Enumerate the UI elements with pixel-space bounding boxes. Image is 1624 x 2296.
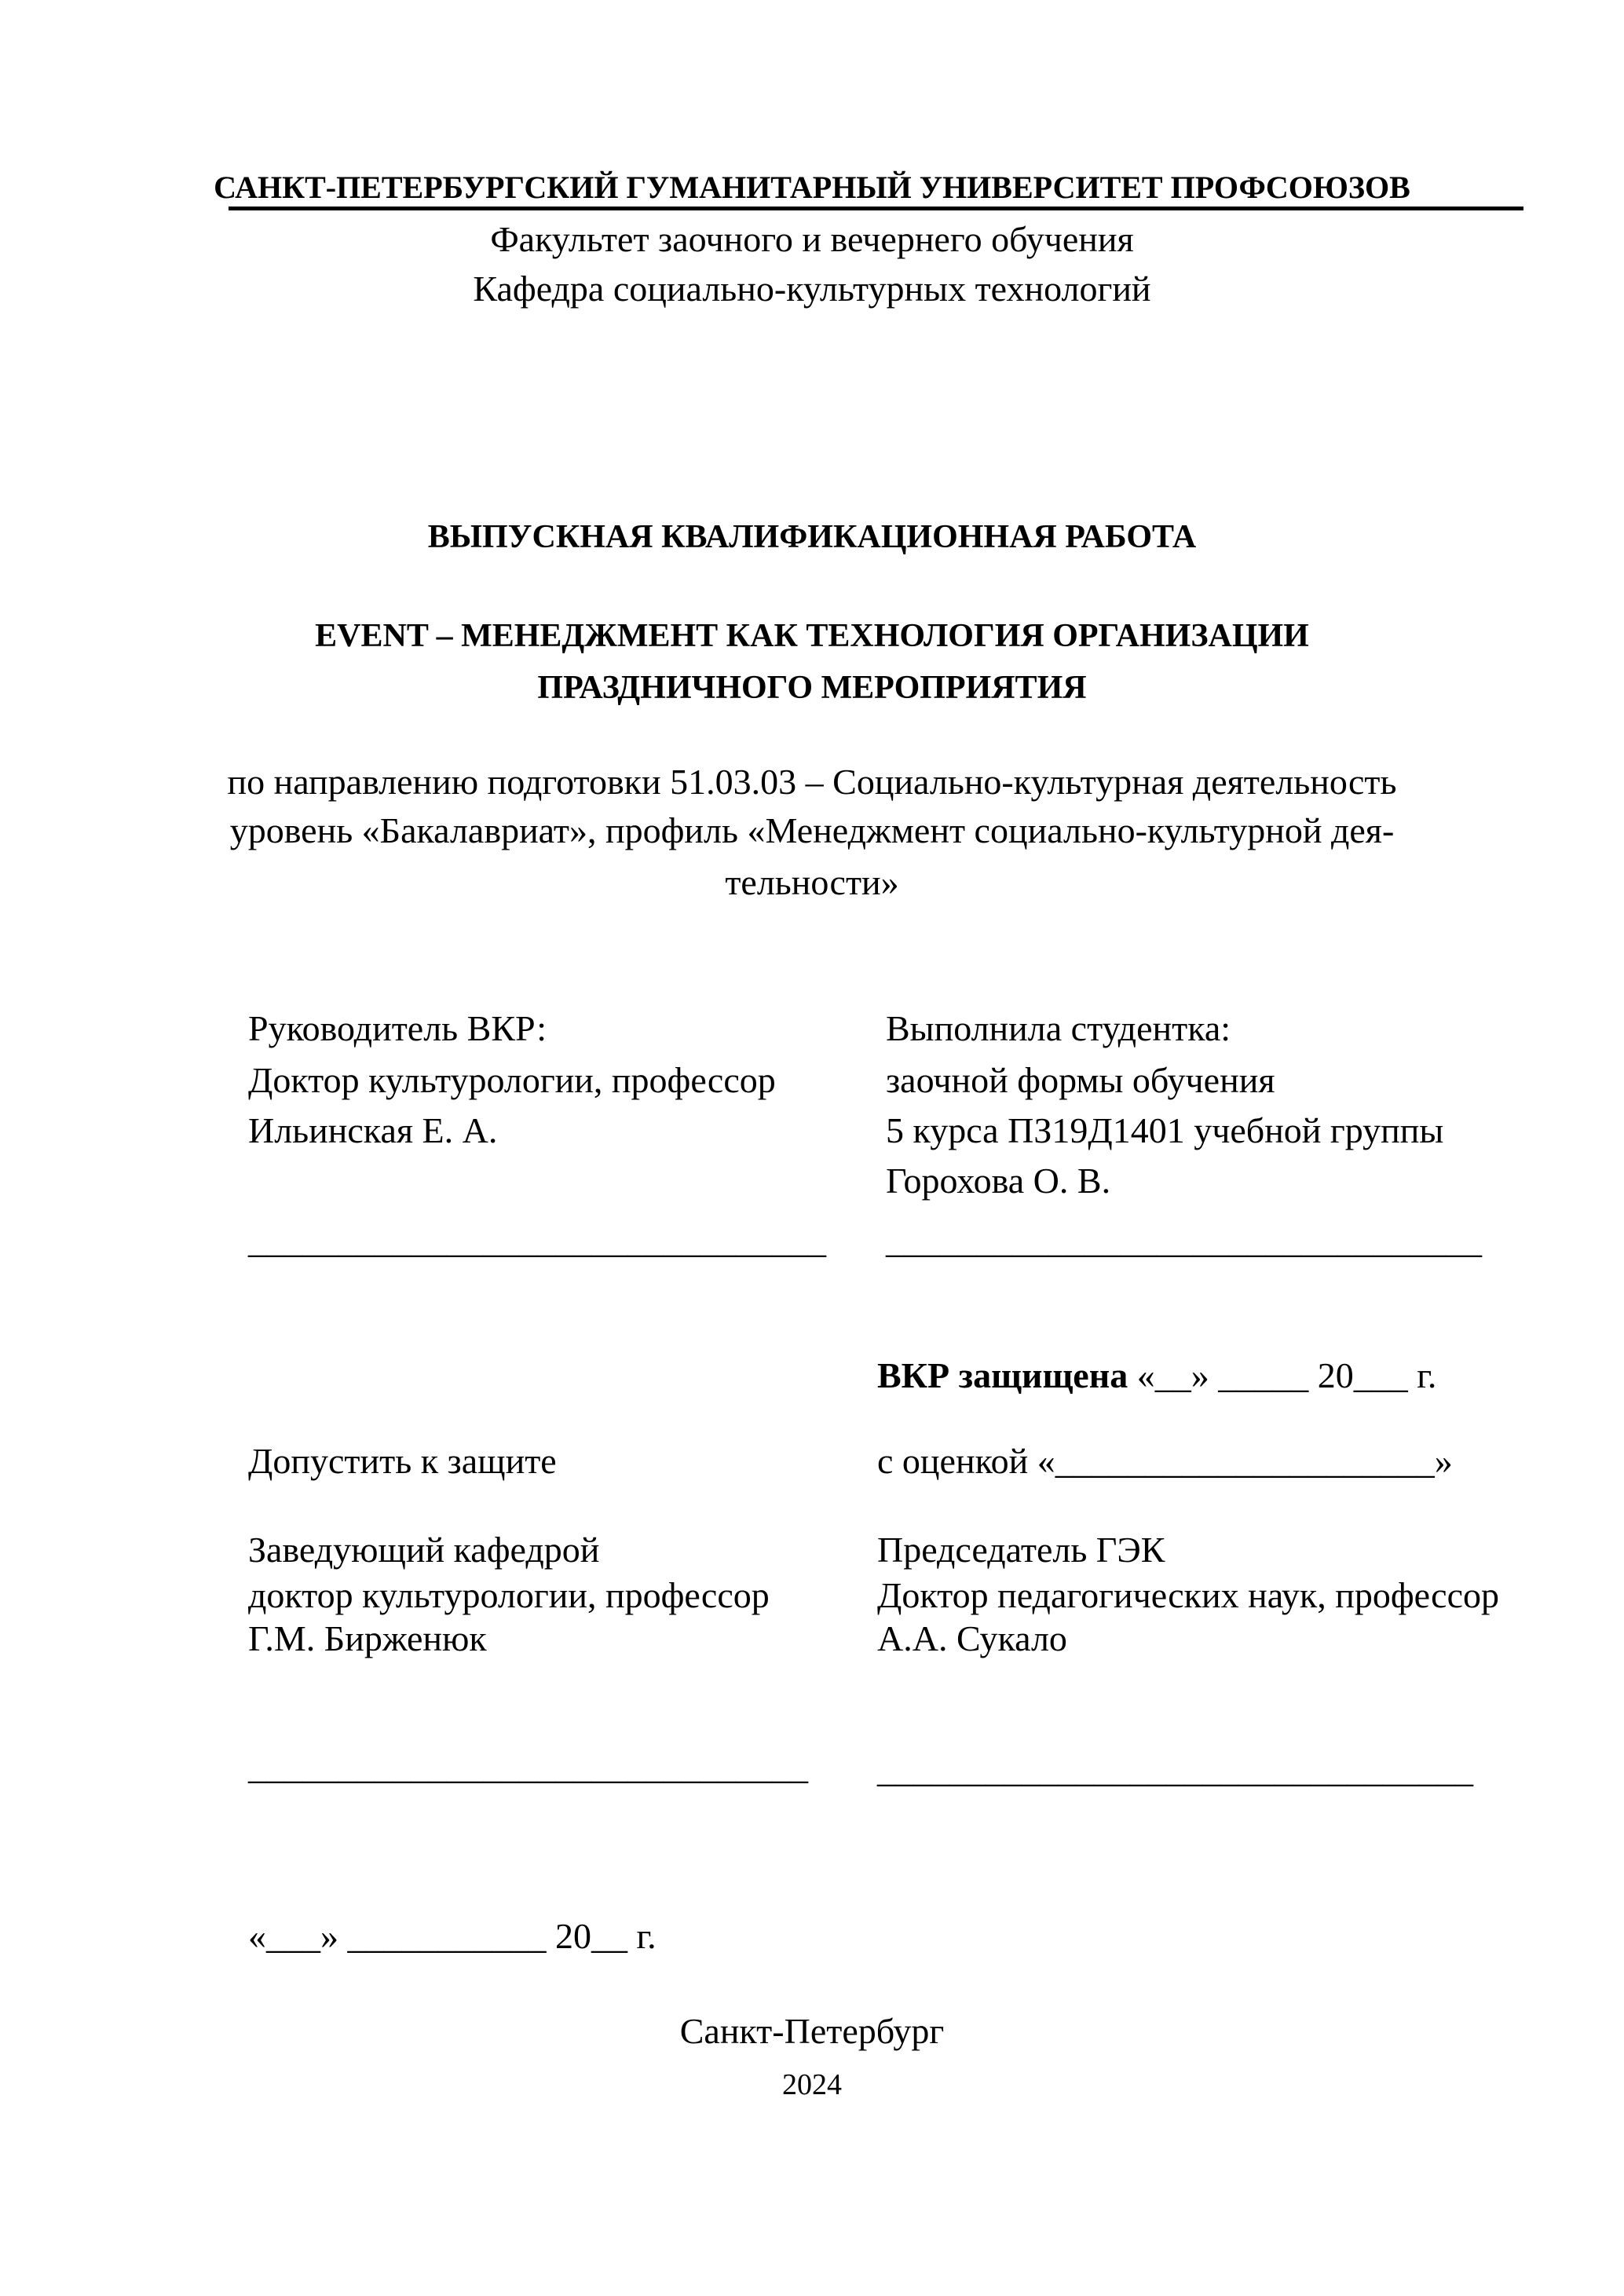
student-form: заочной формы обучения [886, 1060, 1275, 1100]
supervisor-signature-line: ________________________________ [248, 1220, 826, 1260]
student-group: 5 курса ПЗ19Д1401 учебной группы [886, 1110, 1444, 1150]
defense-grade: с оценкой «_____________________» [877, 1441, 1453, 1481]
head-name: Г.М. Бирженюк [248, 1618, 487, 1658]
supervisor-label: Руководитель ВКР: [248, 1008, 547, 1048]
defense-date: «__» _____ 20___ г. [1128, 1355, 1437, 1395]
supervisor-degree: Доктор культурологии, профессор [248, 1060, 776, 1100]
admission-date: «___» ___________ 20__ г. [248, 1916, 657, 1956]
commission-signature-line: _________________________________ [877, 1749, 1473, 1790]
student-signature-line: _________________________________ [886, 1220, 1482, 1260]
defense-line [877, 1354, 1436, 1398]
topic-title-line2: ПРАЗДНИЧНОГО МЕРОПРИЯТИЯ [537, 670, 1087, 706]
student-label: Выполнила студентка: [886, 1008, 1231, 1048]
direction-line3: тельности» [725, 862, 899, 902]
direction-line1: по направлению подготовки 51.03.03 – Социально-культурная деятельность [227, 762, 1397, 802]
work-type-title: ВЫПУСКНАЯ КВАЛИФИКАЦИОННАЯ РАБОТА [427, 519, 1197, 555]
header-divider [229, 207, 1523, 210]
commission-degree: Доктор педагогических наук, профессор [877, 1575, 1500, 1615]
head-signature-line: _______________________________ [248, 1746, 808, 1786]
head-title: Заведующий кафедрой [248, 1530, 600, 1570]
direction-line2: уровень «Бакалавриат», профиль «Менеджмент социально-культурной дея- [229, 810, 1395, 850]
topic-title-line1: EVENT – МЕНЕДЖМЕНТ КАК ТЕХНОЛОГИЯ ОРГАНИЗАЦИИ [315, 618, 1309, 654]
university-name: САНКТ-ПЕТЕРБУРГСКИЙ ГУМАНИТАРНЫЙ УНИВЕРСИТЕТ ПРОФСОЮЗОВ [214, 170, 1410, 205]
defense-label: ВКР защищена [877, 1355, 1128, 1395]
student-name: Горохова О. В. [886, 1161, 1111, 1201]
faculty-name: Факультет заочного и вечернего обучения [490, 219, 1134, 259]
commission-name: А.А. Сукало [877, 1618, 1067, 1658]
year: 2024 [782, 2068, 842, 2101]
city: Санкт-Петербург [679, 2011, 945, 2051]
head-degree: доктор культурологии, профессор [248, 1575, 770, 1615]
supervisor-name: Ильинская Е. А. [248, 1110, 498, 1150]
admission-label: Допустить к защите [248, 1441, 557, 1481]
commission-title: Председатель ГЭК [877, 1530, 1165, 1570]
department-name: Кафедра социально-культурных технологий [473, 269, 1151, 309]
